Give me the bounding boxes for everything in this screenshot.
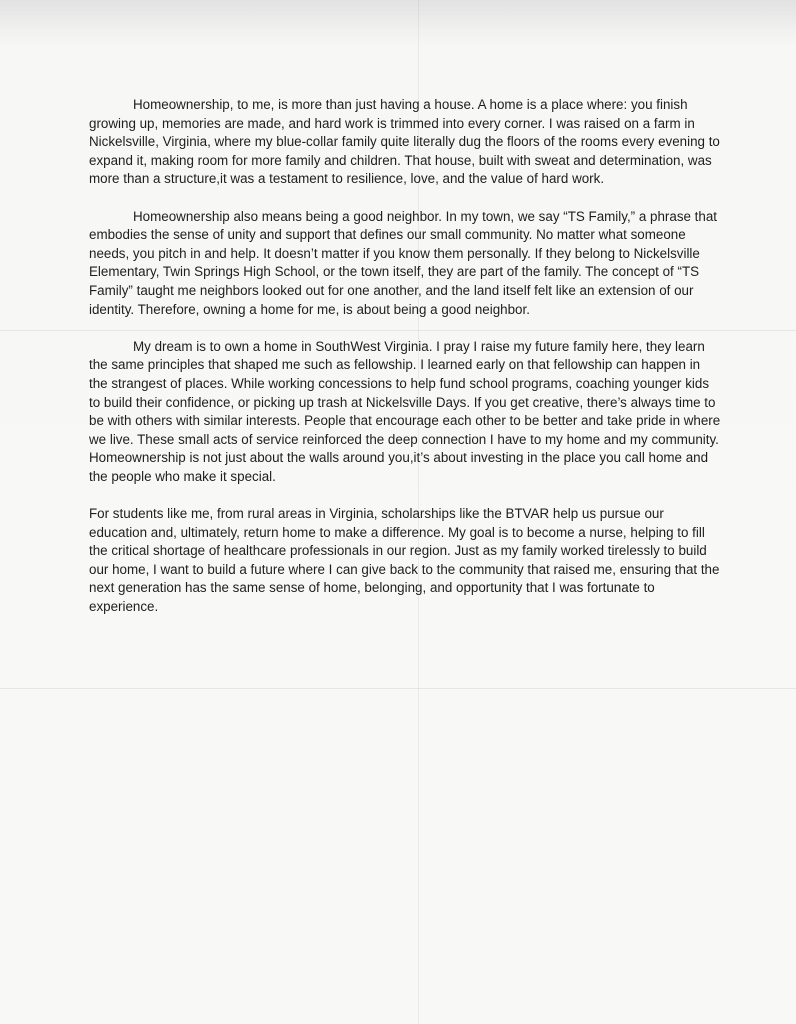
essay-paragraph-2: Homeownership also means being a good neighbor. In my town, we say “TS Family,” a phrase that embodies the sense of unity and support that defines our small community. No matter what someone needs, you pitch in and help. It doesn’t matter if you know them personally. If they belong to Nickelsville Elementary, Twin Springs High School, or the town itself, they are part of the family. The concept of “TS Family” taught me neighbors looked out for one another, and the land itself felt like an extension of our identity. Therefore, owning a home for me, is about being a good neighbor. [89,208,718,317]
scan-shadow [0,0,796,48]
page-crease [0,688,796,689]
essay-paragraph-4: For students like me, from rural areas in Virginia, scholarships like the BTVAR help us pursue our education and, ultimately, return home to make a difference. My goal is to become a nurse, helping to fill the critical shortage of healthcare professionals in our region. Just as my family worked tirelessly to build our home, I want to build a future where I can give back to the community that raised me, ensuring that the next generation has the same sense of home, belonging, and opportunity that I was fortunate to experience. [89,506,720,615]
essay-body [89,96,721,635]
essay-paragraph-3: My dream is to own a home in SouthWest Virginia. I pray I raise my future family here, they learn the same principles that shaped me such as fellowship. I learned early on that fellowship can happen in the strangest of places. While working concessions to help fund school programs, coaching younger kids to build their confidence, or picking up trash at Nickelsville Days. If you get creative, there’s always time to be with others with similar interests. People that encourage each other to be better and take pride in where we live. These small acts of service reinforced the deep connection I have to my home and my community. Homeownership is not just about the walls around you,it’s about investing in the place you call home and the people who make it special. [89,338,721,484]
essay-paragraph-1: Homeownership, to me, is more than just having a house. A home is a place where: you finish growing up, memories are made, and hard work is trimmed into every corner. I was raised on a farm in Nickelsville, Virginia, where my blue-collar family quite literally dug the floors of the rooms every evening to expand it, making room for more family and children. That house, built with sweat and determination, was more than a structure,it was a testament to resilience, love, and the value of hard work. [89,97,720,187]
